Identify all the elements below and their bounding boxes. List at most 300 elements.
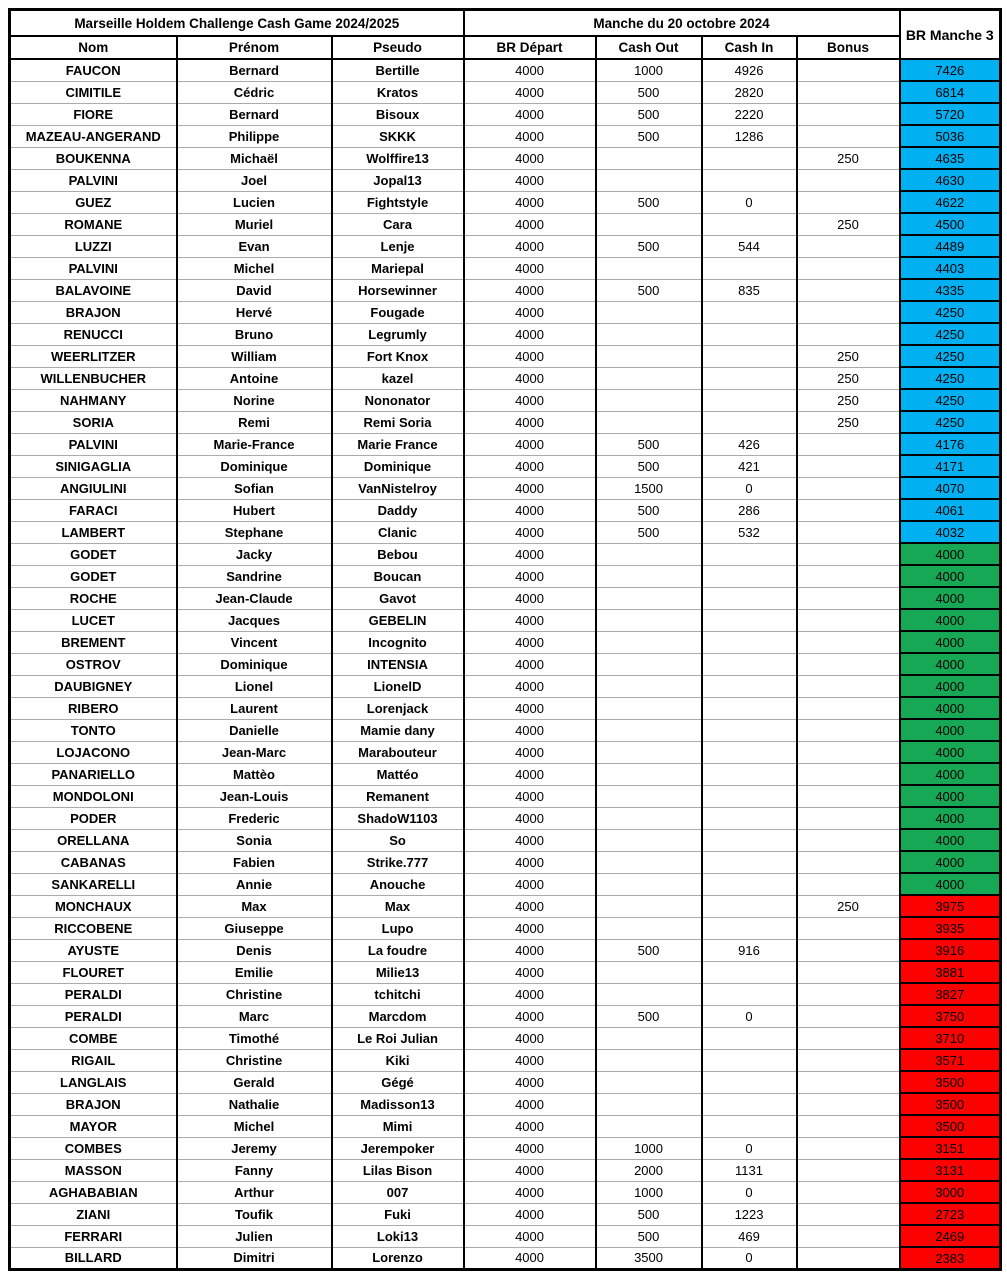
cell-cash-in xyxy=(702,741,797,763)
cell-nom: BREMENT xyxy=(10,631,177,653)
cell-br-manche3: 3500 xyxy=(900,1093,1001,1115)
cell-br-manche3: 4061 xyxy=(900,499,1001,521)
cell-br-depart: 4000 xyxy=(464,147,596,169)
cell-nom: CIMITILE xyxy=(10,81,177,103)
cell-nom: SINIGAGLIA xyxy=(10,455,177,477)
cell-pseudo: So xyxy=(332,829,464,851)
cell-br-manche3: 4000 xyxy=(900,609,1001,631)
cell-nom: LUZZI xyxy=(10,235,177,257)
cell-cash-in: 0 xyxy=(702,477,797,499)
cell-br-manche3: 4000 xyxy=(900,631,1001,653)
cell-pseudo: Remi Soria xyxy=(332,411,464,433)
cell-prenom: Remi xyxy=(177,411,332,433)
cell-prenom: Arthur xyxy=(177,1181,332,1203)
cell-cash-out xyxy=(596,983,702,1005)
cell-br-depart: 4000 xyxy=(464,543,596,565)
table-row xyxy=(10,1005,1001,1027)
cell-pseudo: tchitchi xyxy=(332,983,464,1005)
cell-pseudo: Remanent xyxy=(332,785,464,807)
cell-prenom: Cédric xyxy=(177,81,332,103)
cell-pseudo: Kratos xyxy=(332,81,464,103)
cell-nom: BRAJON xyxy=(10,301,177,323)
cell-br-depart: 4000 xyxy=(464,653,596,675)
cell-bonus xyxy=(797,1159,900,1181)
cell-cash-out xyxy=(596,653,702,675)
cell-prenom: Sofian xyxy=(177,477,332,499)
cell-cash-out xyxy=(596,609,702,631)
table-row xyxy=(10,631,1001,653)
cell-br-depart: 4000 xyxy=(464,213,596,235)
table-row xyxy=(10,895,1001,917)
table-row xyxy=(10,235,1001,257)
cell-cash-in xyxy=(702,917,797,939)
table-title-right: Manche du 20 octobre 2024 xyxy=(464,10,900,37)
table-title-left: Marseille Holdem Challenge Cash Game 2024/2025 xyxy=(10,10,464,37)
cell-br-depart: 4000 xyxy=(464,81,596,103)
cell-cash-in: 0 xyxy=(702,1181,797,1203)
cell-nom: BRAJON xyxy=(10,1093,177,1115)
cell-br-manche3: 2469 xyxy=(900,1225,1001,1247)
cell-br-depart: 4000 xyxy=(464,609,596,631)
cell-br-manche3: 4250 xyxy=(900,345,1001,367)
cell-br-depart: 4000 xyxy=(464,961,596,983)
cell-br-depart: 4000 xyxy=(464,1093,596,1115)
cell-cash-in xyxy=(702,565,797,587)
table-row xyxy=(10,829,1001,851)
cell-cash-in: 532 xyxy=(702,521,797,543)
cell-cash-out xyxy=(596,631,702,653)
cell-cash-out xyxy=(596,565,702,587)
cell-pseudo: Milie13 xyxy=(332,961,464,983)
cell-nom: PODER xyxy=(10,807,177,829)
cell-br-manche3: 3750 xyxy=(900,1005,1001,1027)
cell-cash-in xyxy=(702,389,797,411)
cell-bonus xyxy=(797,1115,900,1137)
cell-prenom: Jeremy xyxy=(177,1137,332,1159)
cell-nom: DAUBIGNEY xyxy=(10,675,177,697)
cell-br-depart: 4000 xyxy=(464,521,596,543)
cell-cash-in xyxy=(702,719,797,741)
cell-br-depart: 4000 xyxy=(464,1225,596,1247)
cell-cash-out xyxy=(596,543,702,565)
cell-br-depart: 4000 xyxy=(464,1049,596,1071)
cell-bonus xyxy=(797,785,900,807)
cell-br-manche3: 3881 xyxy=(900,961,1001,983)
cell-bonus xyxy=(797,1027,900,1049)
cell-br-depart: 4000 xyxy=(464,301,596,323)
cell-bonus xyxy=(797,1181,900,1203)
cell-cash-in xyxy=(702,829,797,851)
cell-bonus xyxy=(797,455,900,477)
cell-cash-out: 500 xyxy=(596,939,702,961)
cell-cash-in: 916 xyxy=(702,939,797,961)
cell-prenom: William xyxy=(177,345,332,367)
cell-br-depart: 4000 xyxy=(464,785,596,807)
cell-cash-in xyxy=(702,1115,797,1137)
cell-bonus xyxy=(797,675,900,697)
column-header-br-manche3: BR Manche 3 xyxy=(900,10,1001,60)
cell-pseudo: La foudre xyxy=(332,939,464,961)
cell-bonus: 250 xyxy=(797,895,900,917)
cell-bonus: 250 xyxy=(797,389,900,411)
table-row xyxy=(10,763,1001,785)
cell-br-depart: 4000 xyxy=(464,719,596,741)
table-row xyxy=(10,1247,1001,1270)
cell-pseudo: Mimi xyxy=(332,1115,464,1137)
cell-nom: MAYOR xyxy=(10,1115,177,1137)
cell-bonus xyxy=(797,169,900,191)
cell-nom: MONDOLONI xyxy=(10,785,177,807)
cell-br-depart: 4000 xyxy=(464,1181,596,1203)
cell-br-manche3: 7426 xyxy=(900,59,1001,81)
cell-bonus xyxy=(797,851,900,873)
cell-cash-in xyxy=(702,631,797,653)
cell-pseudo: Marie France xyxy=(332,433,464,455)
cell-bonus xyxy=(797,587,900,609)
cell-nom: FERRARI xyxy=(10,1225,177,1247)
cell-nom: OSTROV xyxy=(10,653,177,675)
cell-br-manche3: 3916 xyxy=(900,939,1001,961)
cell-bonus xyxy=(797,191,900,213)
cell-pseudo: Marcdom xyxy=(332,1005,464,1027)
cell-cash-in: 0 xyxy=(702,1005,797,1027)
cell-nom: SANKARELLI xyxy=(10,873,177,895)
cell-cash-out xyxy=(596,829,702,851)
cell-cash-out xyxy=(596,367,702,389)
cell-cash-in: 2220 xyxy=(702,103,797,125)
cell-nom: ORELLANA xyxy=(10,829,177,851)
cell-br-depart: 4000 xyxy=(464,1159,596,1181)
cell-pseudo: Kiki xyxy=(332,1049,464,1071)
cell-pseudo: Fuki xyxy=(332,1203,464,1225)
cell-cash-in xyxy=(702,301,797,323)
column-header-pseudo: Pseudo xyxy=(332,36,464,59)
cell-nom: PANARIELLO xyxy=(10,763,177,785)
cell-nom: MAZEAU-ANGERAND xyxy=(10,125,177,147)
cell-pseudo: Loki13 xyxy=(332,1225,464,1247)
cell-br-manche3: 4500 xyxy=(900,213,1001,235)
cell-cash-out xyxy=(596,213,702,235)
cell-prenom: Jacques xyxy=(177,609,332,631)
table-row xyxy=(10,609,1001,631)
table-row xyxy=(10,499,1001,521)
cell-br-depart: 4000 xyxy=(464,477,596,499)
cell-cash-out: 500 xyxy=(596,279,702,301)
cell-prenom: Jean-Marc xyxy=(177,741,332,763)
cell-br-manche3: 4000 xyxy=(900,565,1001,587)
cell-prenom: Dominique xyxy=(177,653,332,675)
cell-br-depart: 4000 xyxy=(464,257,596,279)
cell-cash-out: 1000 xyxy=(596,1137,702,1159)
table-row xyxy=(10,917,1001,939)
cell-pseudo: Dominique xyxy=(332,455,464,477)
cell-prenom: Dominique xyxy=(177,455,332,477)
column-header-cash-in: Cash In xyxy=(702,36,797,59)
cell-cash-in: 421 xyxy=(702,455,797,477)
table-row xyxy=(10,697,1001,719)
cell-nom: MONCHAUX xyxy=(10,895,177,917)
cell-bonus xyxy=(797,521,900,543)
cell-cash-in xyxy=(702,367,797,389)
table-row xyxy=(10,103,1001,125)
cell-cash-out: 500 xyxy=(596,191,702,213)
cell-nom: NAHMANY xyxy=(10,389,177,411)
cell-nom: GUEZ xyxy=(10,191,177,213)
cell-cash-in xyxy=(702,543,797,565)
cell-cash-in xyxy=(702,873,797,895)
cell-pseudo: Anouche xyxy=(332,873,464,895)
cell-prenom: Marc xyxy=(177,1005,332,1027)
cell-nom: ANGIULINI xyxy=(10,477,177,499)
cell-bonus xyxy=(797,917,900,939)
cell-nom: FLOURET xyxy=(10,961,177,983)
cell-cash-in xyxy=(702,851,797,873)
cell-cash-out xyxy=(596,917,702,939)
cell-prenom: Julien xyxy=(177,1225,332,1247)
cell-br-manche3: 4000 xyxy=(900,763,1001,785)
cell-cash-out xyxy=(596,675,702,697)
cell-cash-out: 1000 xyxy=(596,1181,702,1203)
cell-br-manche3: 4000 xyxy=(900,851,1001,873)
cell-prenom: Laurent xyxy=(177,697,332,719)
cell-br-manche3: 4250 xyxy=(900,323,1001,345)
cell-br-manche3: 4250 xyxy=(900,367,1001,389)
cell-br-depart: 4000 xyxy=(464,499,596,521)
cell-br-manche3: 4489 xyxy=(900,235,1001,257)
cell-cash-in xyxy=(702,807,797,829)
cell-cash-in xyxy=(702,653,797,675)
cell-cash-out xyxy=(596,895,702,917)
cell-cash-out: 500 xyxy=(596,433,702,455)
table-row xyxy=(10,477,1001,499)
cell-br-depart: 4000 xyxy=(464,1203,596,1225)
cell-bonus xyxy=(797,1005,900,1027)
cell-br-manche3: 4176 xyxy=(900,433,1001,455)
cell-br-manche3: 4000 xyxy=(900,719,1001,741)
table-row xyxy=(10,191,1001,213)
cell-br-depart: 4000 xyxy=(464,1027,596,1049)
cell-pseudo: Horsewinner xyxy=(332,279,464,301)
cell-pseudo: Mariepal xyxy=(332,257,464,279)
cell-bonus xyxy=(797,697,900,719)
cell-nom: CABANAS xyxy=(10,851,177,873)
table-row xyxy=(10,543,1001,565)
cell-prenom: Bernard xyxy=(177,103,332,125)
cell-cash-in: 2820 xyxy=(702,81,797,103)
cell-prenom: Lionel xyxy=(177,675,332,697)
cell-br-depart: 4000 xyxy=(464,1005,596,1027)
cell-cash-in xyxy=(702,213,797,235)
cell-prenom: Michel xyxy=(177,1115,332,1137)
cash-game-table xyxy=(8,8,1002,1271)
cell-prenom: Muriel xyxy=(177,213,332,235)
cell-cash-out xyxy=(596,961,702,983)
cell-cash-in: 0 xyxy=(702,1247,797,1270)
cell-nom: LUCET xyxy=(10,609,177,631)
cell-prenom: Vincent xyxy=(177,631,332,653)
cell-pseudo: INTENSIA xyxy=(332,653,464,675)
cell-br-manche3: 4635 xyxy=(900,147,1001,169)
table-row xyxy=(10,433,1001,455)
cell-cash-in: 426 xyxy=(702,433,797,455)
cell-prenom: Timothé xyxy=(177,1027,332,1049)
cell-prenom: Gerald xyxy=(177,1071,332,1093)
cell-pseudo: Fougade xyxy=(332,301,464,323)
cell-br-depart: 4000 xyxy=(464,829,596,851)
cell-bonus xyxy=(797,499,900,521)
cell-prenom: Fabien xyxy=(177,851,332,873)
cell-nom: WILLENBUCHER xyxy=(10,367,177,389)
cell-pseudo: Daddy xyxy=(332,499,464,521)
table-row xyxy=(10,1115,1001,1137)
cell-nom: WEERLITZER xyxy=(10,345,177,367)
cell-cash-out xyxy=(596,873,702,895)
cell-cash-out xyxy=(596,257,702,279)
cell-cash-out xyxy=(596,1027,702,1049)
cell-bonus xyxy=(797,873,900,895)
cell-br-manche3: 5720 xyxy=(900,103,1001,125)
cell-cash-out: 500 xyxy=(596,103,702,125)
cell-nom: PALVINI xyxy=(10,169,177,191)
cell-bonus xyxy=(797,1093,900,1115)
cell-prenom: Stephane xyxy=(177,521,332,543)
cell-br-manche3: 2383 xyxy=(900,1247,1001,1270)
column-header-prenom: Prénom xyxy=(177,36,332,59)
cell-nom: RIGAIL xyxy=(10,1049,177,1071)
cell-prenom: Hubert xyxy=(177,499,332,521)
table-row xyxy=(10,1027,1001,1049)
cell-bonus xyxy=(797,719,900,741)
cell-cash-in: 469 xyxy=(702,1225,797,1247)
cell-cash-out xyxy=(596,763,702,785)
cell-br-manche3: 4250 xyxy=(900,301,1001,323)
cell-nom: GODET xyxy=(10,543,177,565)
cell-br-manche3: 4000 xyxy=(900,807,1001,829)
table-row xyxy=(10,411,1001,433)
cell-br-depart: 4000 xyxy=(464,1115,596,1137)
cell-cash-in xyxy=(702,169,797,191)
cell-cash-in xyxy=(702,323,797,345)
cell-cash-out xyxy=(596,345,702,367)
cell-prenom: Christine xyxy=(177,1049,332,1071)
cell-prenom: Fanny xyxy=(177,1159,332,1181)
cell-cash-out xyxy=(596,301,702,323)
cell-bonus xyxy=(797,1203,900,1225)
cell-pseudo: Max xyxy=(332,895,464,917)
cell-bonus xyxy=(797,279,900,301)
cell-cash-in: 1131 xyxy=(702,1159,797,1181)
cell-cash-out xyxy=(596,587,702,609)
cell-cash-out: 500 xyxy=(596,521,702,543)
cell-cash-in xyxy=(702,785,797,807)
cell-prenom: Frederic xyxy=(177,807,332,829)
cell-prenom: Hervé xyxy=(177,301,332,323)
cell-br-depart: 4000 xyxy=(464,763,596,785)
column-header-nom: Nom xyxy=(10,36,177,59)
cell-cash-out: 500 xyxy=(596,499,702,521)
cell-cash-out xyxy=(596,1071,702,1093)
cell-br-manche3: 3500 xyxy=(900,1071,1001,1093)
cell-pseudo: Bertille xyxy=(332,59,464,81)
cell-br-manche3: 3827 xyxy=(900,983,1001,1005)
cell-bonus xyxy=(797,807,900,829)
table-row xyxy=(10,279,1001,301)
cell-br-manche3: 4000 xyxy=(900,697,1001,719)
table-row xyxy=(10,873,1001,895)
cell-cash-in: 0 xyxy=(702,1137,797,1159)
cell-cash-out: 500 xyxy=(596,235,702,257)
cell-cash-in xyxy=(702,983,797,1005)
cell-bonus xyxy=(797,763,900,785)
cell-pseudo: VanNistelroy xyxy=(332,477,464,499)
cell-br-manche3: 2723 xyxy=(900,1203,1001,1225)
cell-br-depart: 4000 xyxy=(464,917,596,939)
cell-cash-in xyxy=(702,961,797,983)
cell-prenom: Lucien xyxy=(177,191,332,213)
cell-bonus xyxy=(797,257,900,279)
column-header-bonus: Bonus xyxy=(797,36,900,59)
cell-br-manche3: 6814 xyxy=(900,81,1001,103)
table-row xyxy=(10,939,1001,961)
cell-br-manche3: 4335 xyxy=(900,279,1001,301)
cell-bonus xyxy=(797,125,900,147)
cell-prenom: Evan xyxy=(177,235,332,257)
cell-br-manche3: 3131 xyxy=(900,1159,1001,1181)
cell-bonus xyxy=(797,1247,900,1270)
cell-nom: LANGLAIS xyxy=(10,1071,177,1093)
cell-prenom: Sandrine xyxy=(177,565,332,587)
cell-pseudo: Lorenjack xyxy=(332,697,464,719)
cell-br-manche3: 4000 xyxy=(900,543,1001,565)
cell-bonus xyxy=(797,565,900,587)
cell-pseudo: Boucan xyxy=(332,565,464,587)
cell-pseudo: Madisson13 xyxy=(332,1093,464,1115)
cell-bonus xyxy=(797,741,900,763)
cell-pseudo: Gavot xyxy=(332,587,464,609)
cell-cash-in xyxy=(702,345,797,367)
cell-pseudo: Fightstyle xyxy=(332,191,464,213)
table-row xyxy=(10,1049,1001,1071)
table-row xyxy=(10,587,1001,609)
cell-prenom: Jean-Claude xyxy=(177,587,332,609)
cell-bonus: 250 xyxy=(797,411,900,433)
cell-pseudo: Cara xyxy=(332,213,464,235)
cell-br-manche3: 4070 xyxy=(900,477,1001,499)
table-row xyxy=(10,59,1001,81)
cell-cash-out xyxy=(596,697,702,719)
cell-prenom: Bruno xyxy=(177,323,332,345)
cell-br-manche3: 4000 xyxy=(900,653,1001,675)
cell-br-manche3: 3935 xyxy=(900,917,1001,939)
table-row xyxy=(10,455,1001,477)
cell-nom: RENUCCI xyxy=(10,323,177,345)
cell-nom: PALVINI xyxy=(10,433,177,455)
cell-nom: FARACI xyxy=(10,499,177,521)
cell-cash-in: 4926 xyxy=(702,59,797,81)
cell-br-depart: 4000 xyxy=(464,125,596,147)
column-header-cash-out: Cash Out xyxy=(596,36,702,59)
table-row xyxy=(10,147,1001,169)
cell-bonus: 250 xyxy=(797,345,900,367)
cell-cash-in: 544 xyxy=(702,235,797,257)
cell-cash-out xyxy=(596,1093,702,1115)
cell-nom: FAUCON xyxy=(10,59,177,81)
cell-prenom: Mattèo xyxy=(177,763,332,785)
cell-br-depart: 4000 xyxy=(464,1247,596,1270)
cell-cash-out: 500 xyxy=(596,455,702,477)
table-row xyxy=(10,521,1001,543)
cell-bonus xyxy=(797,301,900,323)
